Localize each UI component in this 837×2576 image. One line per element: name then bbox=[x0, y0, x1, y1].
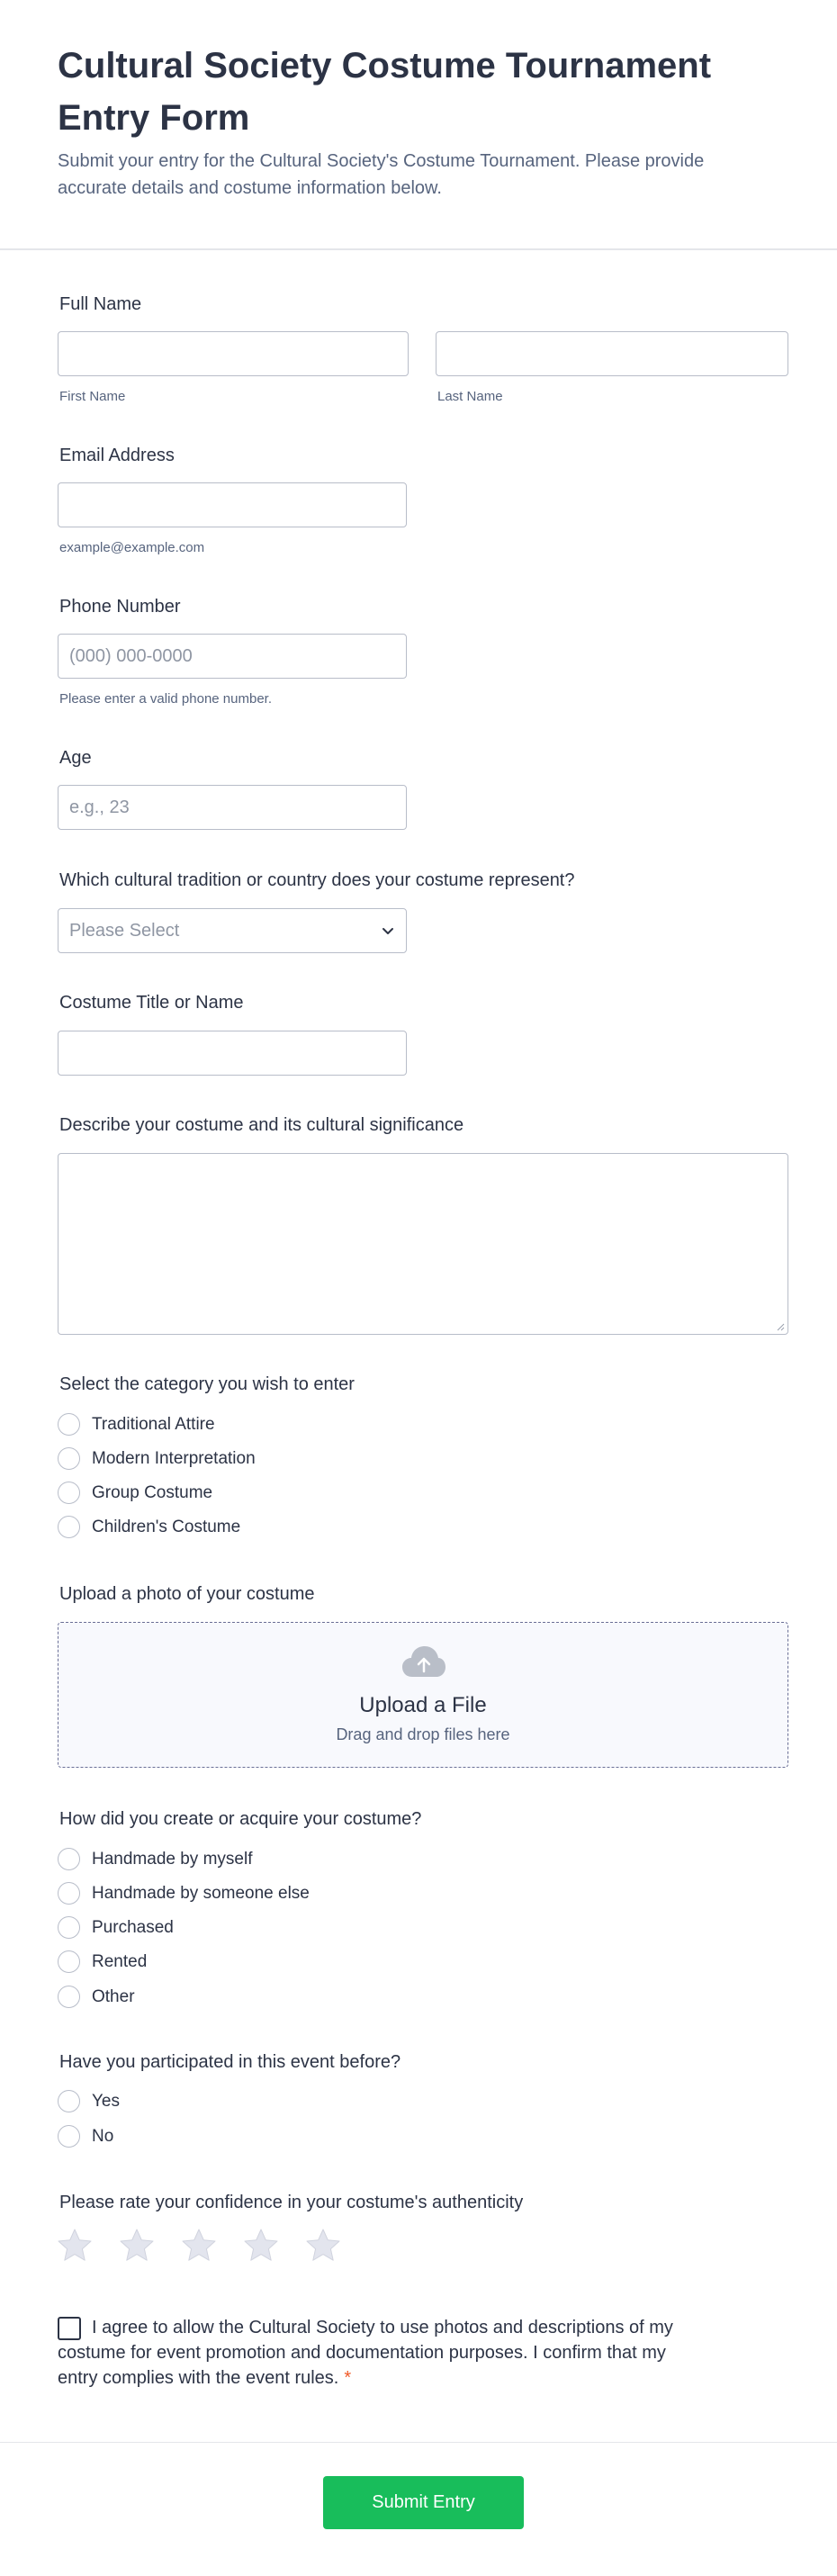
form-header bbox=[0, 0, 837, 250]
tradition-label: Which cultural tradition or country does your costume represent? bbox=[59, 870, 575, 890]
radio-label: Purchased bbox=[92, 1918, 174, 1937]
phone-label: Phone Number bbox=[59, 597, 181, 617]
radio-button[interactable] bbox=[58, 2125, 80, 2148]
email-sublabel: example@example.com bbox=[59, 540, 205, 555]
email-label: Email Address bbox=[59, 446, 175, 465]
submit-button[interactable]: Submit Entry bbox=[323, 2476, 524, 2529]
radio-label: Other bbox=[92, 1987, 135, 2006]
description-label: Describe your costume and its cultural significance bbox=[59, 1115, 464, 1135]
radio-button[interactable] bbox=[58, 1950, 80, 1973]
star-icon[interactable] bbox=[118, 2227, 156, 2265]
radio-button[interactable] bbox=[58, 1916, 80, 1939]
star-icon[interactable] bbox=[304, 2227, 342, 2265]
acquisition-label: How did you create or acquire your costume? bbox=[59, 1809, 422, 1829]
phone-sublabel: Please enter a valid phone number. bbox=[59, 691, 272, 707]
radio-label: Handmade by someone else bbox=[92, 1884, 310, 1903]
radio-button[interactable] bbox=[58, 2090, 80, 2112]
radio-label: Group Costume bbox=[92, 1483, 213, 1502]
required-mark: * bbox=[344, 2368, 352, 2388]
agreement-label: I agree to allow the Cultural Society to use photos and descriptions of my costume for event promotion and documentation purposes. I confirm that my entry complies with the event rules. bbox=[58, 2318, 673, 2388]
radio-button[interactable] bbox=[58, 1986, 80, 2008]
radio-label: No bbox=[92, 2127, 114, 2146]
page-subtitle: Submit your entry for the Cultural Society's Costume Tournament. Please provide accurate details and costume information below. bbox=[58, 151, 705, 198]
costume-title-input[interactable] bbox=[58, 1031, 407, 1076]
email-input[interactable] bbox=[58, 482, 407, 527]
radio-label: Handmade by myself bbox=[92, 1850, 253, 1869]
age-label: Age bbox=[59, 748, 92, 768]
full-name-label: Full Name bbox=[59, 294, 142, 314]
radio-label: Traditional Attire bbox=[92, 1415, 215, 1434]
last-name-sublabel: Last Name bbox=[437, 389, 503, 404]
age-input[interactable] bbox=[58, 785, 407, 830]
footer-divider bbox=[0, 2442, 837, 2443]
radio-button[interactable] bbox=[58, 1882, 80, 1905]
radio-button[interactable] bbox=[58, 1413, 80, 1436]
file-upload-dropzone[interactable] bbox=[58, 1622, 788, 1768]
radio-button[interactable] bbox=[58, 1482, 80, 1504]
last-name-input[interactable] bbox=[436, 331, 788, 376]
description-textarea[interactable] bbox=[58, 1153, 788, 1335]
category-label: Select the category you wish to enter bbox=[59, 1374, 355, 1394]
radio-button[interactable] bbox=[58, 1516, 80, 1538]
radio-label: Modern Interpretation bbox=[92, 1449, 256, 1468]
cloud-upload-icon bbox=[400, 1644, 447, 1680]
star-icon[interactable] bbox=[56, 2227, 94, 2265]
costume-title-label: Costume Title or Name bbox=[59, 993, 244, 1013]
resize-handle-icon[interactable] bbox=[776, 1322, 785, 1331]
tradition-select[interactable] bbox=[58, 908, 407, 953]
participated-label: Have you participated in this event before? bbox=[59, 2052, 401, 2072]
radio-button[interactable] bbox=[58, 1848, 80, 1870]
radio-label: Yes bbox=[92, 2092, 120, 2111]
star-icon[interactable] bbox=[242, 2227, 280, 2265]
star-icon[interactable] bbox=[180, 2227, 218, 2265]
chevron-down-icon bbox=[381, 923, 395, 938]
page-title: Cultural Society Costume Tournament Entry Form bbox=[58, 46, 712, 138]
radio-label: Children's Costume bbox=[92, 1518, 241, 1536]
first-name-sublabel: First Name bbox=[59, 389, 126, 404]
radio-button[interactable] bbox=[58, 1447, 80, 1470]
phone-input[interactable] bbox=[58, 634, 407, 679]
tradition-select-value: Please Select bbox=[69, 921, 180, 941]
upload-title: Upload a File bbox=[359, 1693, 487, 1717]
first-name-input[interactable] bbox=[58, 331, 409, 376]
agreement-text bbox=[58, 2315, 688, 2391]
rating-label: Please rate your confidence in your costume's authenticity bbox=[59, 2193, 524, 2212]
radio-label: Rented bbox=[92, 1952, 148, 1971]
upload-subtitle: Drag and drop files here bbox=[336, 1725, 510, 1743]
upload-label: Upload a photo of your costume bbox=[59, 1584, 315, 1604]
